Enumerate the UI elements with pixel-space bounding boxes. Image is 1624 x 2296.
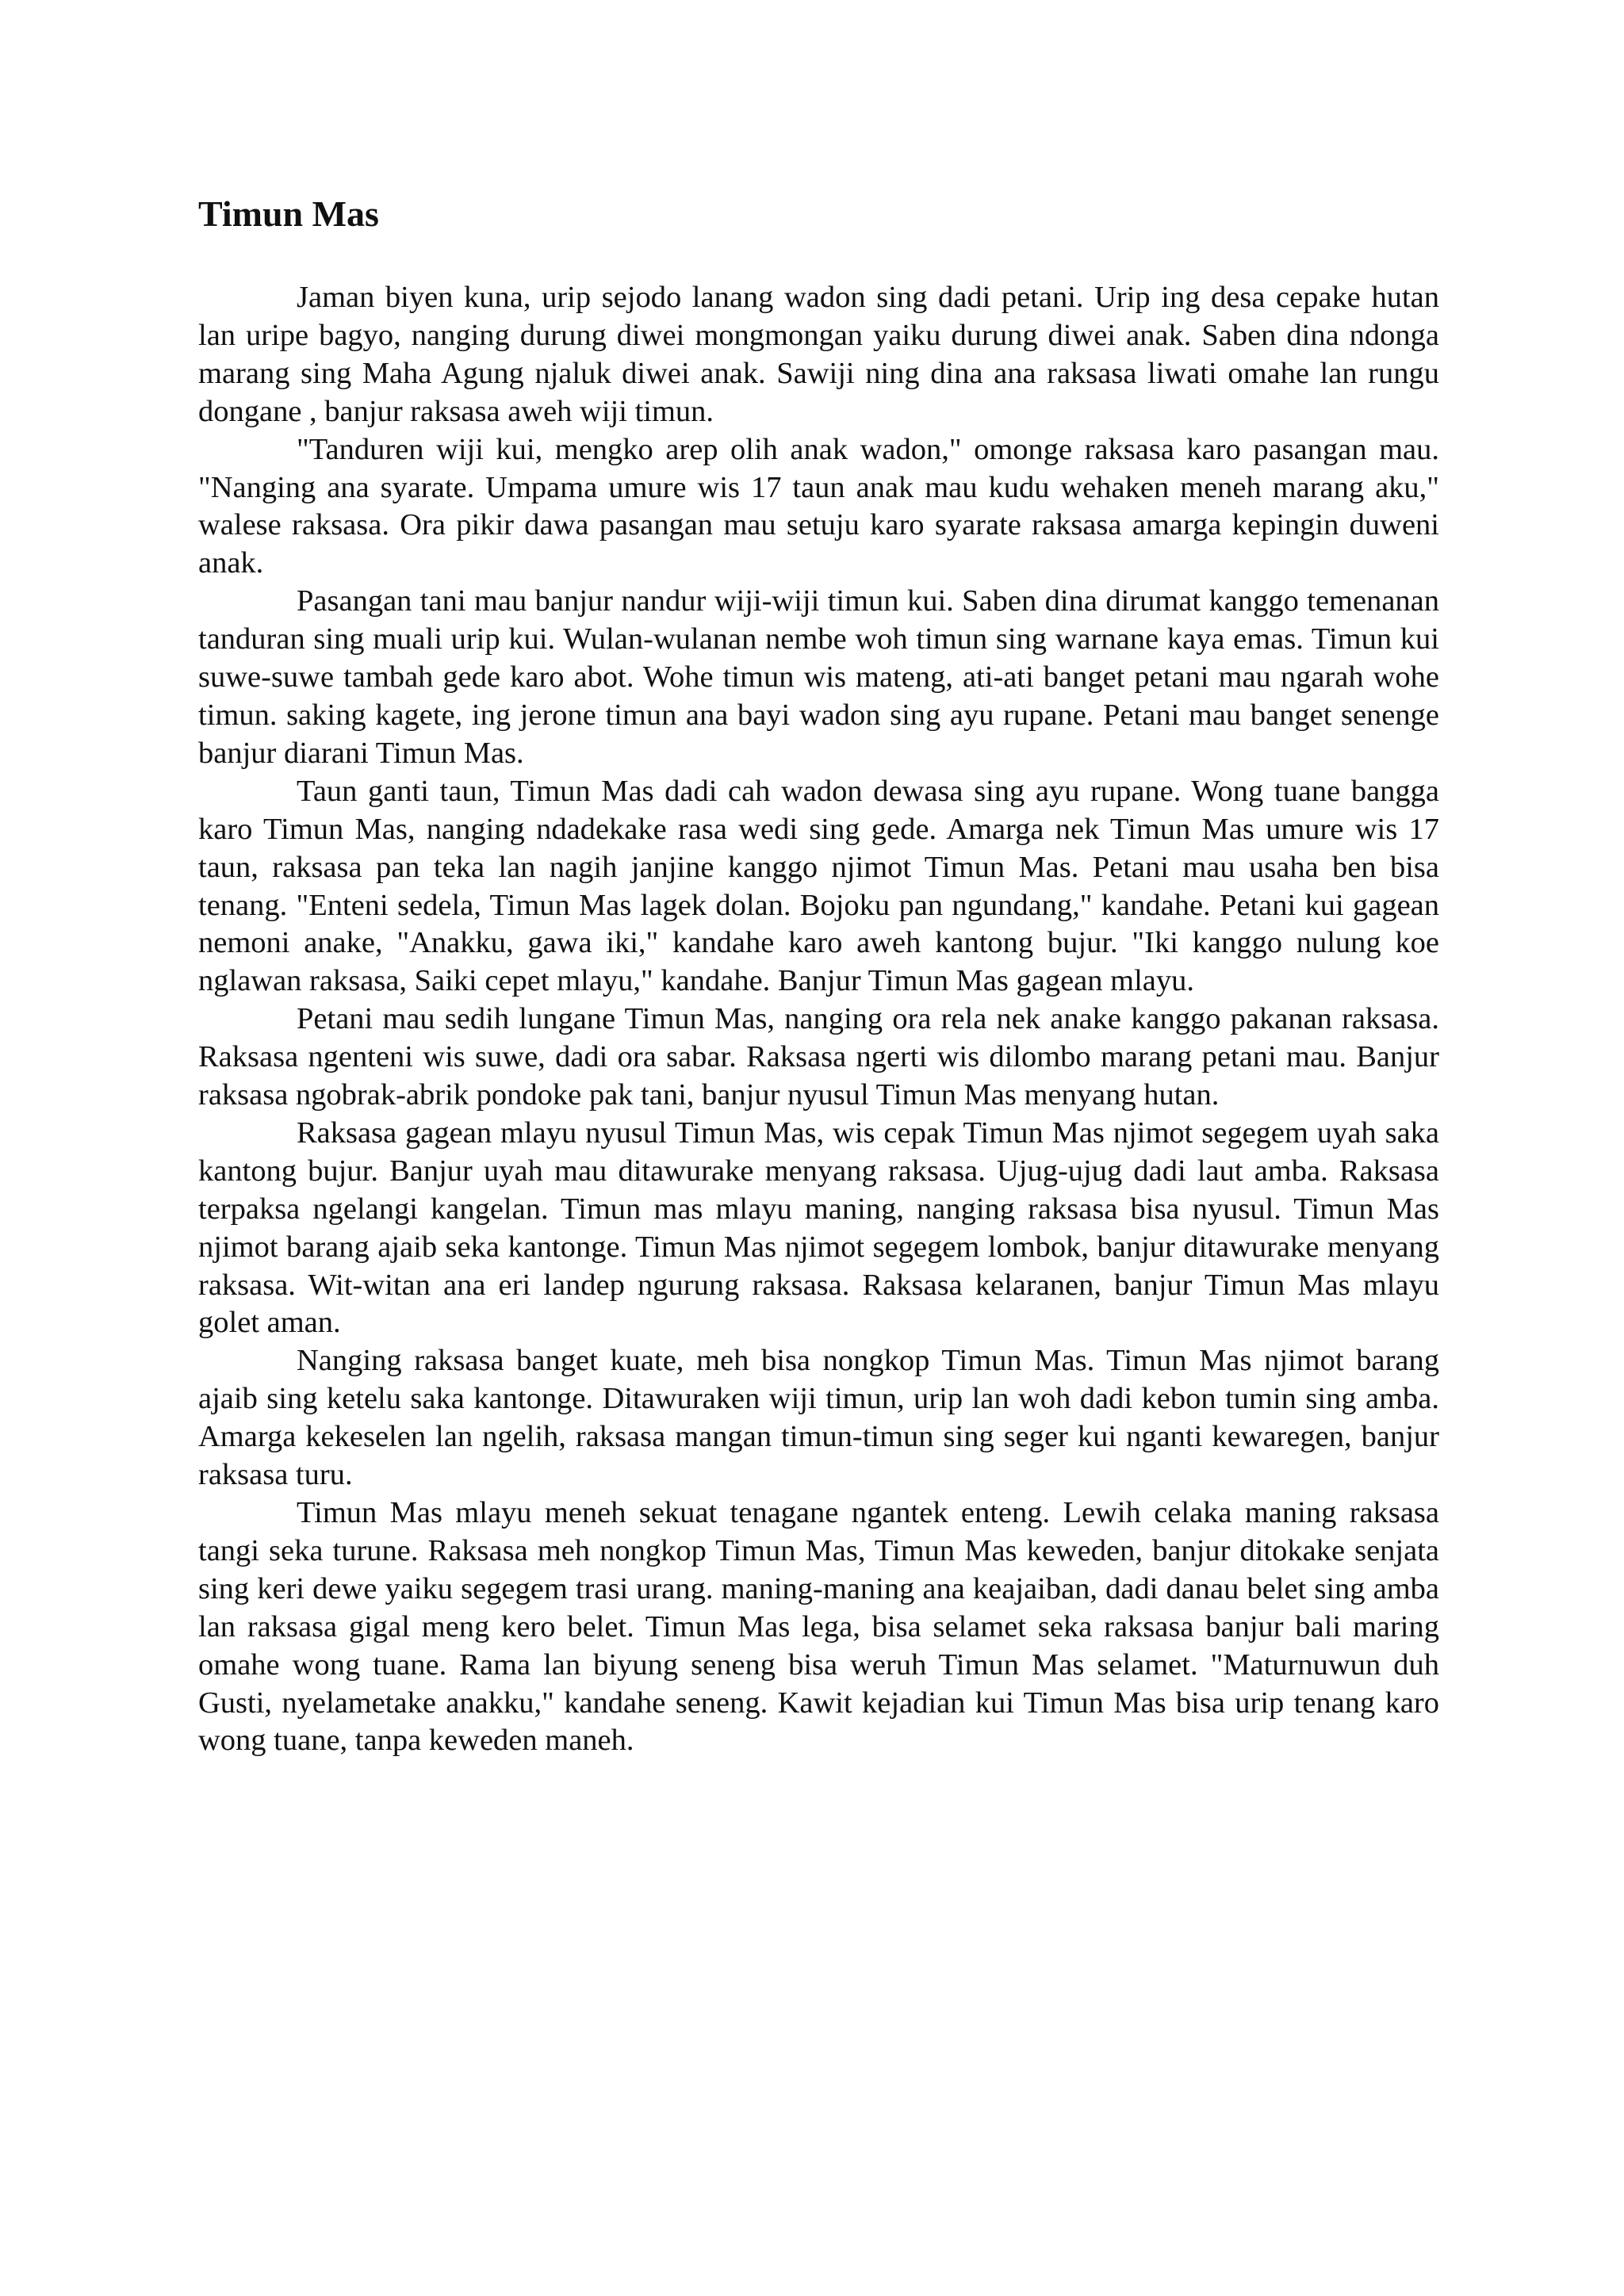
paragraph-5: Petani mau sedih lungane Timun Mas, nanging ora rela nek anake kanggo pakanan raksasa. Raksasa ngenteni wis suwe, dadi ora sabar. Raksasa ngerti wis dilombo marang petani mau. Banjur raksasa ngobrak-abrik pondoke pak tani, banjur nyusul Timun Mas menyang hutan. [198,1002,1439,1112]
paragraph-7: Nanging raksasa banget kuate, meh bisa nongkop Timun Mas. Timun Mas njimot barang ajaib sing ketelu saka kantonge. Ditawuraken wiji timun, urip lan woh dadi kebon tumin sing amba. Amarga kekeselen lan ngelih, raksasa mangan timun-timun sing seger kui nganti kewaregen, banjur raksasa turu. [198,1344,1439,1492]
paragraph-2: "Tanduren wiji kui, mengko arep olih anak wadon," omonge raksasa karo pasangan mau. "Nanging ana syarate. Umpama umure wis 17 taun anak mau kudu wehaken meneh marang aku," walese raksasa. Ora pikir dawa pasangan mau setuju karo syarate raksasa amarga kepingin duweni anak. [198,432,1439,580]
document-title: Timun Mas [198,193,379,234]
paragraph-4: Taun ganti taun, Timun Mas dadi cah wadon dewasa sing ayu rupane. Wong tuane bangga karo Timun Mas, nanging ndadekake rasa wedi sing gede. Amarga nek Timun Mas umure wis 17 taun, raksasa pan teka lan nagih janjine kanggo njimot Timun Mas. Petani mau usaha ben bisa tenang. "Enteni sedela, Timun Mas lagek dolan. Bojoku pan ngundang," kandahe. Petani kui gagean nemoni anake, "Anakku, gawa iki," kandahe karo aweh kantong bujur. "Iki kanggo nulung koe nglawan raksasa, Saiki cepet mlayu," kandahe. Banjur Timun Mas gagean mlayu. [198,774,1439,998]
paragraph-1: Jaman biyen kuna, urip sejodo lanang wadon sing dadi petani. Urip ing desa cepake hutan lan uripe bagyo, nanging durung diwei mongmongan yaiku durung diwei anak. Saben dina ndonga marang sing Maha Agung njaluk diwei anak. Sawiji ning dina ana raksasa liwati omahe lan rungu dongane , banjur raksasa aweh wiji timun. [198,281,1439,428]
paragraph-3: Pasangan tani mau banjur nandur wiji-wiji timun kui. Saben dina dirumat kanggo temenanan tanduran sing muali urip kui. Wulan-wulanan nembe woh timun sing warnane kaya emas. Timun kui suwe-suwe tambah gede karo abot. Wohe timun wis mateng, ati-ati banget petani mau ngarah wohe timun. saking kagete, ing jerone timun ana bayi wadon sing ayu rupane. Petani mau banget senenge banjur diarani Timun Mas. [198,584,1439,770]
paragraph-8: Timun Mas mlayu meneh sekuat tenagane ngantek enteng. Lewih celaka maning raksasa tangi seka turune. Raksasa meh nongkop Timun Mas, Timun Mas keweden, banjur ditokake senjata sing keri dewe yaiku segegem trasi urang. maning-maning ana keajaiban, dadi danau belet sing amba lan raksasa gigal meng kero belet. Timun Mas lega, bisa selamet seka raksasa banjur bali maring omahe wong tuane. Rama lan biyung seneng bisa weruh Timun Mas selamet. "Maturnuwun duh Gusti, nyelametake anakku," kandahe seneng. Kawit kejadian kui Timun Mas bisa urip tenang karo wong tuane, tanpa keweden maneh. [198,1496,1439,1758]
paragraph-6: Raksasa gagean mlayu nyusul Timun Mas, wis cepak Timun Mas njimot segegem uyah saka kantong bujur. Banjur uyah mau ditawurake menyang raksasa. Ujug-ujug dadi laut amba. Raksasa terpaksa ngelangi kangelan. Timun mas mlayu maning, nanging raksasa bisa nyusul. Timun Mas njimot barang ajaib seka kantonge. Timun Mas njimot segegem lombok, banjur ditawurake menyang raksasa. Wit-witan ana eri landep ngurung raksasa. Raksasa kelaranen, banjur Timun Mas mlayu golet aman. [198,1115,1439,1340]
story-body [198,279,1439,1760]
